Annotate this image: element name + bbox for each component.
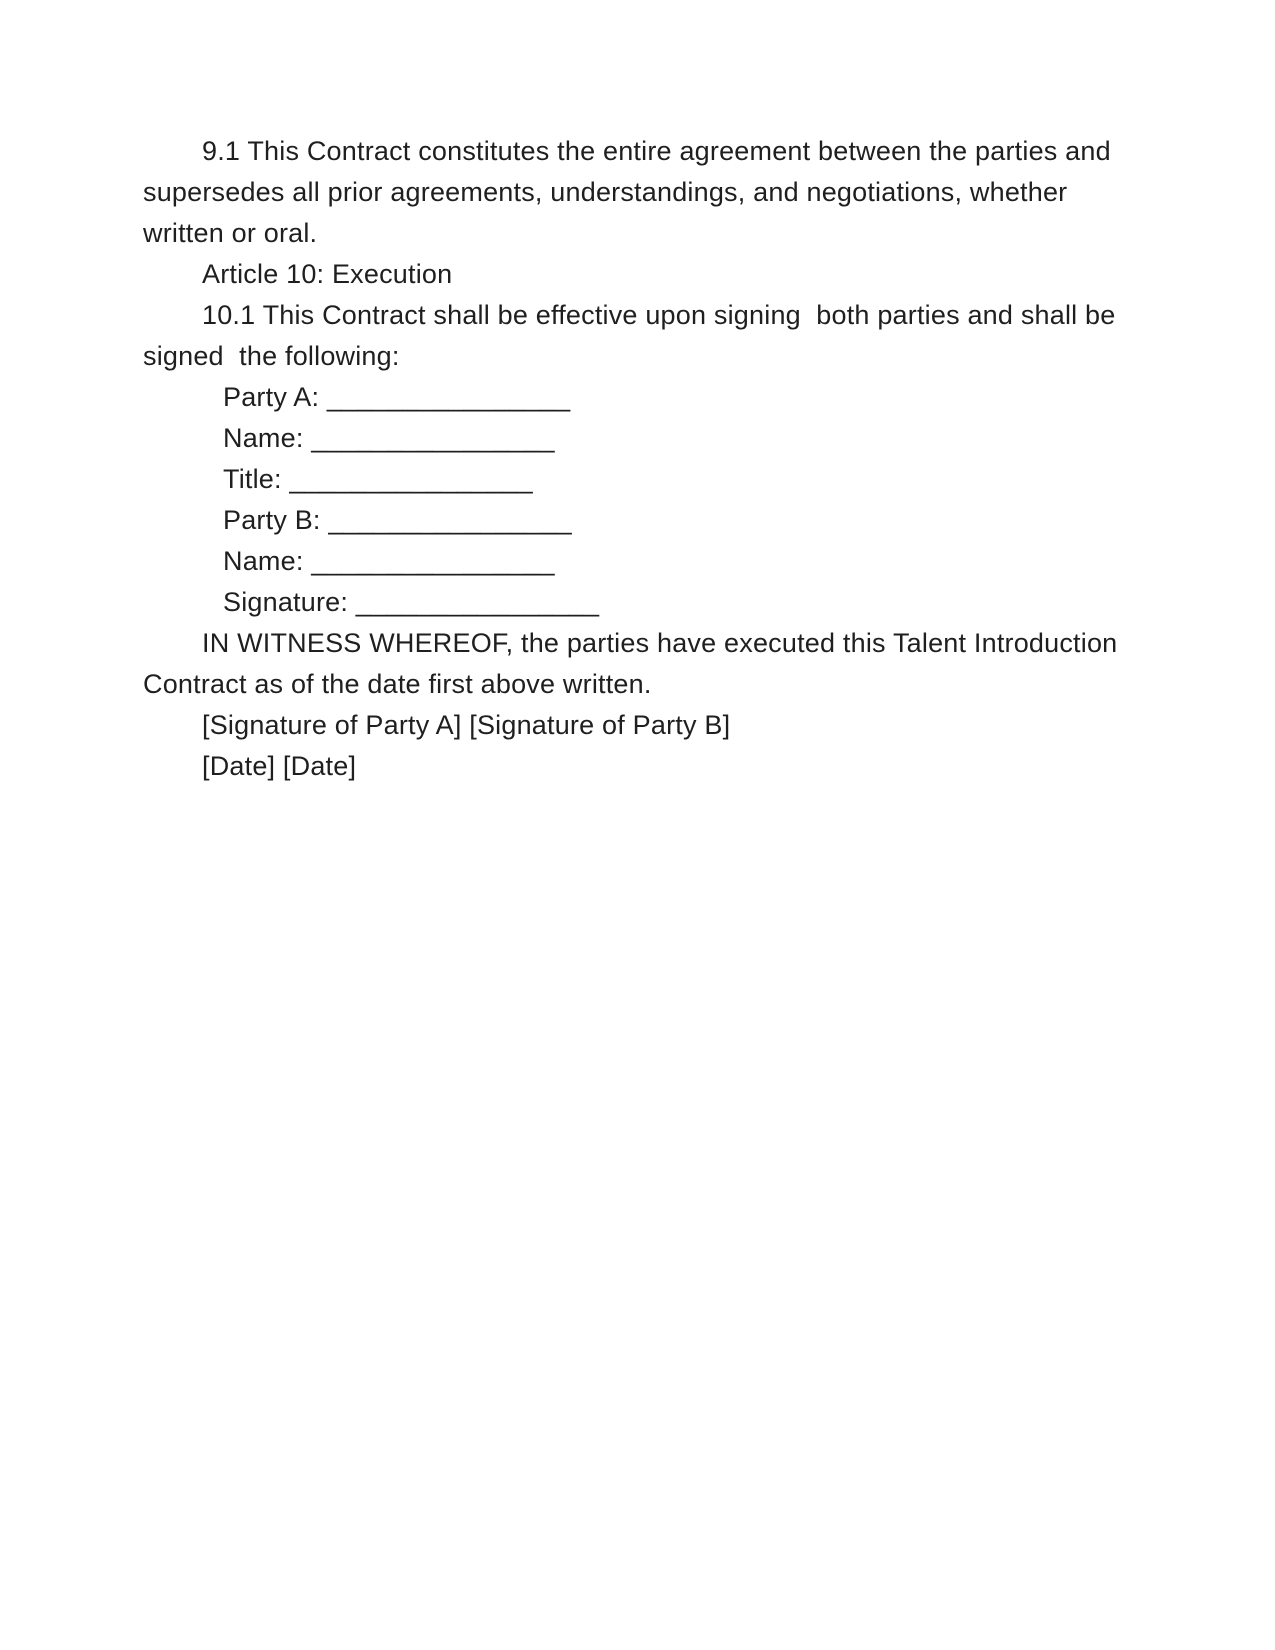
signature-placeholders: [Signature of Party A] [Signature of Party B] bbox=[202, 710, 731, 740]
date-placeholders: [Date] [Date] bbox=[202, 751, 357, 781]
party-b-name-blank-line: Name: ________________ bbox=[223, 546, 555, 576]
contract-body bbox=[143, 131, 1143, 787]
clause-10-1-line-1: 10.1 This Contract shall be effective upon signing both parties and shall be bbox=[202, 300, 1116, 330]
clause-9-1-line-3: written or oral. bbox=[143, 218, 318, 248]
signature-blank-line: Signature: ________________ bbox=[223, 587, 600, 617]
party-a-name-blank-line: Name: ________________ bbox=[223, 423, 555, 453]
party-b-blank-line: Party B: ________________ bbox=[223, 505, 572, 535]
article-10-heading: Article 10: Execution bbox=[202, 259, 453, 289]
party-a-title-blank-line: Title: ________________ bbox=[223, 464, 533, 494]
witness-clause-line-2: Contract as of the date first above written. bbox=[143, 669, 652, 699]
party-a-blank-line: Party A: ________________ bbox=[223, 382, 571, 412]
witness-clause-line-1: IN WITNESS WHEREOF, the parties have executed this Talent Introduction bbox=[202, 628, 1118, 658]
clause-9-1-line-1: 9.1 This Contract constitutes the entire agreement between the parties and bbox=[202, 136, 1111, 166]
clause-9-1-line-2: supersedes all prior agreements, understandings, and negotiations, whether bbox=[143, 177, 1068, 207]
clause-10-1-line-2: signed the following: bbox=[143, 341, 400, 371]
